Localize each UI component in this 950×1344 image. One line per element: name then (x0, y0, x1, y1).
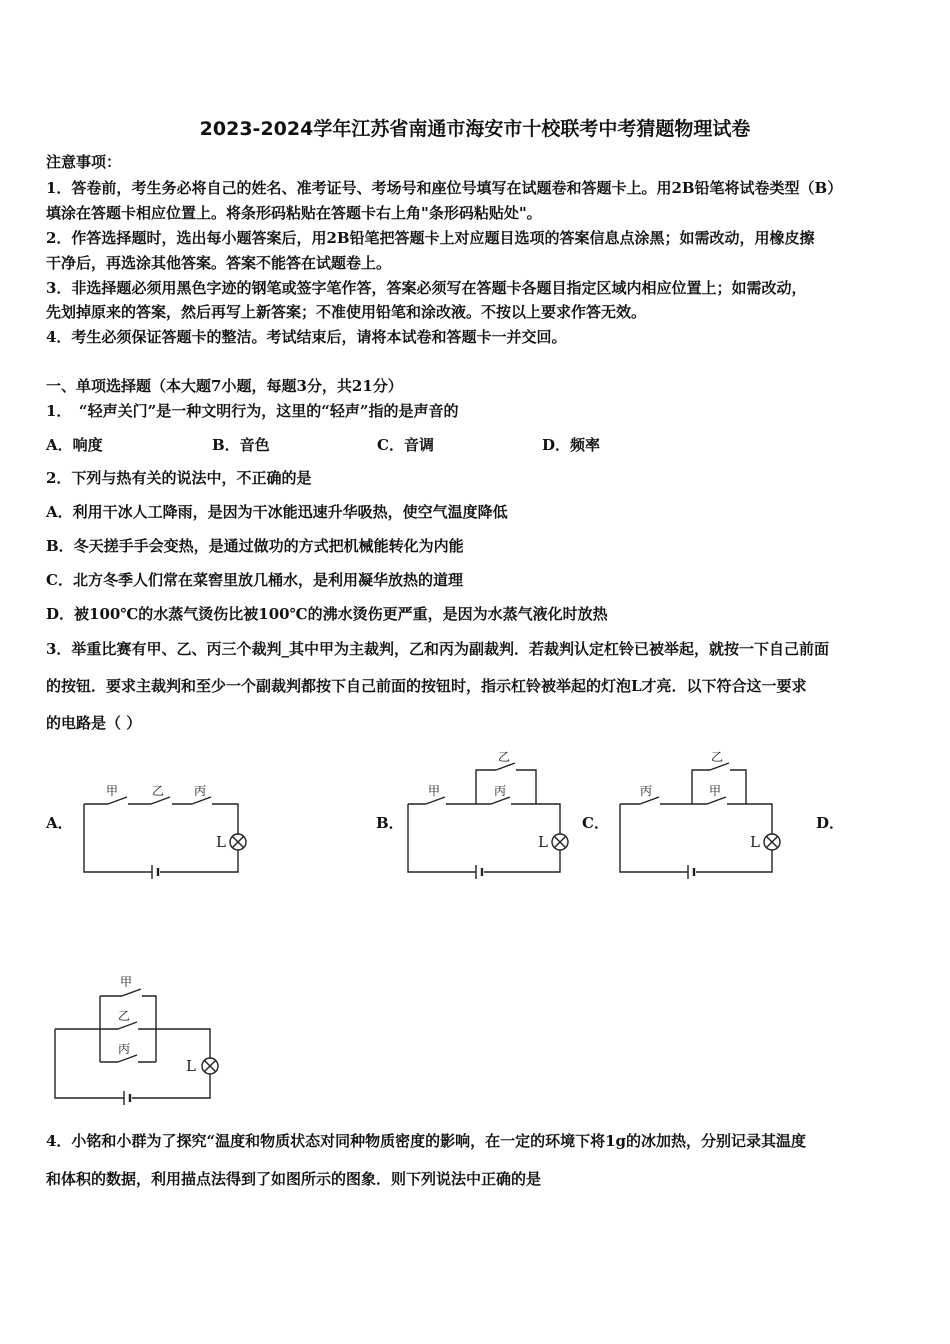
q2-option-d: D．被100℃的水蒸气烫伤比被100℃的沸水烫伤更严重，是因为水蒸气液化时放热 (46, 605, 608, 623)
switch-label-bing: 丙 (640, 784, 653, 798)
lamp-label: L (216, 833, 226, 851)
q3-stem-line: 的电路是（ ） (46, 714, 142, 732)
switch-label-yi: 乙 (118, 1009, 131, 1023)
q3-stem-line: 3．举重比赛有甲、乙、丙三个裁判_其中甲为主裁判，乙和丙为副裁判．若裁判认定杠铃已被举起，就按一下自己前面 (46, 640, 829, 658)
switch-label-jia: 甲 (709, 784, 722, 798)
q3-stem-line: 的按钮．要求主裁判和至少一个副裁判都按下自己前面的按钮时，指示杠铃被举起的灯泡L才亮．以下符合这一要求 (46, 677, 807, 695)
lamp-label: L (538, 833, 548, 851)
q1-option-d: D．频率 (542, 436, 601, 454)
q2-stem: 2．下列与热有关的说法中，不正确的是 (46, 469, 312, 487)
switch-label-jia: 甲 (106, 784, 119, 798)
notice-heading: 注意事项： (46, 153, 122, 171)
notice-line: 2．作答选择题时，选出每小题答案后，用2B铅笔把答题卡上对应题目选项的答案信息点涂黑；如需改动，用橡皮擦 (46, 229, 815, 247)
lamp-label: L (186, 1057, 196, 1075)
circuit-b (408, 763, 568, 879)
notice-line: 1．答卷前，考生务必将自己的姓名、准考证号、考场号和座位号填写在试题卷和答题卡上。用2B铅笔将试卷类型（B） (46, 179, 843, 197)
q4-stem-line: 4．小铭和小群为了探究“温度和物质状态对同种物质密度的影响，在一定的环境下将1g的冰加热，分别记录其温度 (46, 1132, 806, 1150)
switch-label-yi: 乙 (498, 750, 511, 764)
switch-label-bing: 丙 (194, 784, 207, 798)
switch-label-bing: 丙 (494, 784, 507, 798)
notice-line: 4．考生必须保证答题卡的整洁。考试结束后，请将本试卷和答题卡一并交回。 (46, 328, 567, 346)
switch-label-bing: 丙 (118, 1042, 131, 1056)
switch-label-jia: 甲 (120, 975, 133, 989)
lamp-label: L (750, 833, 760, 851)
circuit-d (55, 989, 218, 1105)
circuit-a (84, 797, 246, 879)
q1-option-a: A．响度 (46, 436, 103, 454)
notice-line: 3．非选择题必须用黑色字迹的钢笔或签字笔作答，答案必须写在答题卡各题目指定区域内相应位置上；如需改动， (46, 279, 807, 297)
notice-line: 先划掉原来的答案，然后再写上新答案；不准使用铅笔和涂改液。不按以上要求作答无效。 (46, 303, 647, 321)
q3-option-a-label: A． (46, 814, 73, 832)
notice-line: 填涂在答题卡相应位置上。将条形码粘贴在答题卡右上角"条形码粘贴处"。 (46, 204, 542, 222)
q3-option-d-label: D． (816, 814, 845, 832)
page-title: 2023-2024学年江苏省南通市海安市十校联考中考猜题物理试卷 (199, 118, 751, 140)
q2-option-c: C．北方冬季人们常在菜窖里放几桶水，是利用凝华放热的道理 (46, 571, 463, 589)
notice-line: 干净后，再选涂其他答案。答案不能答在试题卷上。 (46, 254, 392, 272)
q3-option-c-label: C． (582, 814, 609, 832)
circuit-c (620, 763, 780, 879)
q4-stem-line: 和体积的数据，利用描点法得到了如图所示的图象．则下列说法中正确的是 (46, 1170, 542, 1188)
q1-stem: 1． “轻声关门”是一种文明行为，这里的“轻声”指的是声音的 (46, 402, 459, 420)
q3-option-b-label: B． (376, 814, 404, 832)
q2-option-a: A．利用干冰人工降雨，是因为干冰能迅速升华吸热，使空气温度降低 (46, 503, 508, 521)
section-heading: 一、单项选择题（本大题7小题，每题3分，共21分） (46, 377, 403, 395)
switch-label-jia: 甲 (428, 784, 441, 798)
q1-option-b: B．音色 (212, 436, 270, 454)
q2-option-b: B．冬天搓手手会变热，是通过做功的方式把机械能转化为内能 (46, 537, 464, 555)
q1-option-c: C．音调 (377, 436, 434, 454)
switch-label-yi: 乙 (152, 784, 165, 798)
switch-label-yi: 乙 (711, 750, 724, 764)
